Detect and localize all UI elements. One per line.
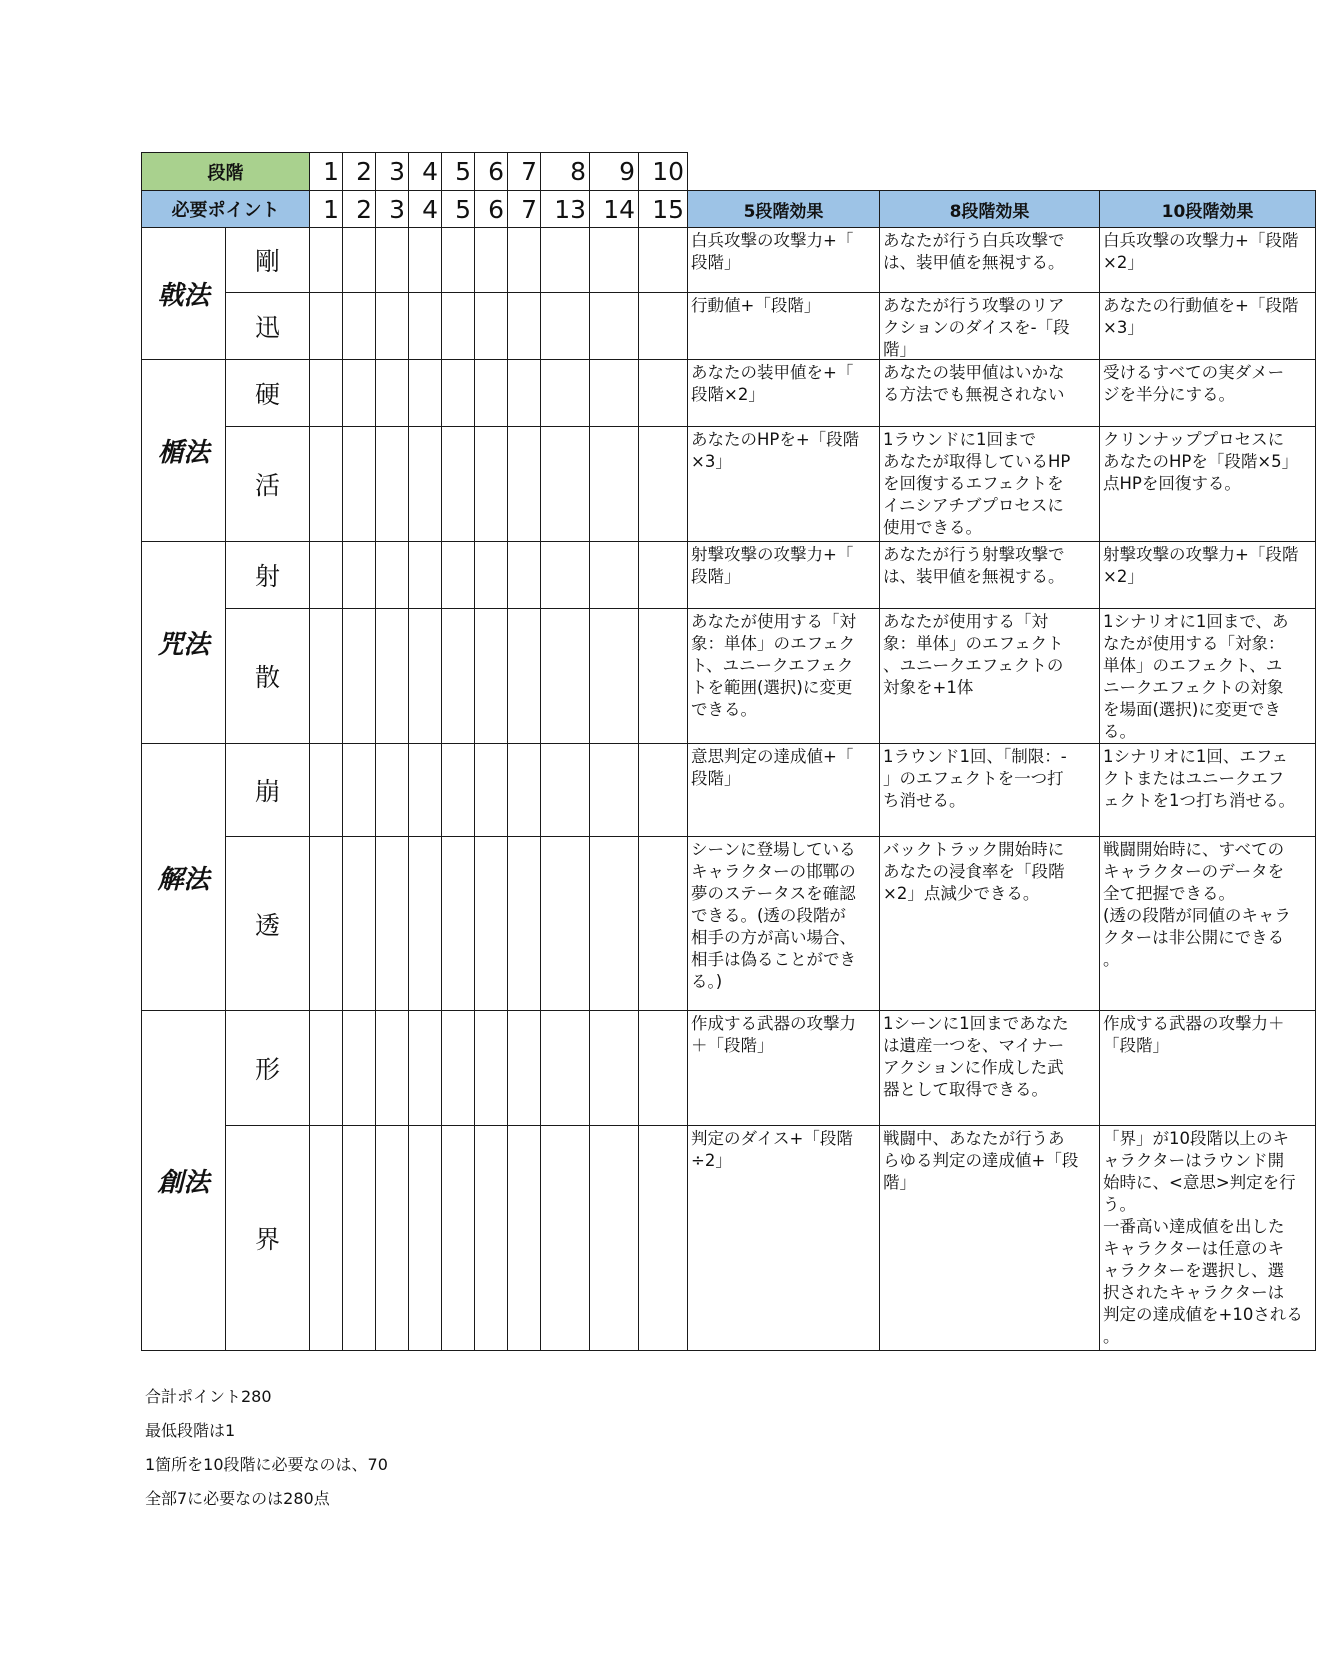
- subskill-name: 剛: [226, 228, 310, 293]
- skill-stage-table: [141, 152, 1316, 1351]
- points-number: 15: [639, 191, 688, 228]
- stage-input-cell[interactable]: [508, 427, 541, 542]
- stage-input-cell[interactable]: [475, 1011, 508, 1126]
- effect-10-cell: [1100, 744, 1316, 837]
- stage-input-cell[interactable]: [508, 293, 541, 360]
- stage-input-cell[interactable]: [310, 1126, 343, 1351]
- effect-text: 意思判定の達成値+「 段階」: [691, 747, 854, 788]
- stage-input-cell[interactable]: [409, 744, 442, 837]
- effect-8-header: 8段階効果: [880, 191, 1100, 228]
- stage-input-cell[interactable]: [475, 427, 508, 542]
- stage-number: 1: [310, 153, 343, 191]
- stage-input-cell[interactable]: [409, 837, 442, 1011]
- effect-text: シーンに登場している キャラクターの邯鄲の 夢のステータスを確認 できる。(透の段階が 相手の方が高い場合、 相手は偽ることができ る。): [691, 840, 856, 991]
- category-name: 解法: [142, 744, 226, 1011]
- effect-8-cell: [880, 837, 1100, 1011]
- effect-5-cell: [688, 1011, 880, 1126]
- stage-input-cell[interactable]: [409, 1011, 442, 1126]
- stage-input-cell[interactable]: [508, 1126, 541, 1351]
- stage-input-cell[interactable]: [442, 427, 475, 542]
- points-number: 2: [343, 191, 376, 228]
- stage-input-cell[interactable]: [343, 609, 376, 744]
- stage-header-row: [142, 153, 1316, 191]
- subskill-name: 硬: [226, 360, 310, 427]
- stage-number: 6: [475, 153, 508, 191]
- stage-input-cell[interactable]: [639, 360, 688, 427]
- effect-8-cell: [880, 427, 1100, 542]
- stage-input-cell[interactable]: [475, 609, 508, 744]
- stage-input-cell[interactable]: [310, 228, 343, 293]
- stage-input-cell[interactable]: [409, 228, 442, 293]
- stage-input-cell[interactable]: [409, 293, 442, 360]
- stage-input-cell[interactable]: [376, 542, 409, 609]
- stage-input-cell[interactable]: [541, 1011, 590, 1126]
- stage-input-cell[interactable]: [376, 427, 409, 542]
- effect-text: 1シナリオに1回、エフェ クトまたはユニークエフ ェクトを1つ打ち消せる。: [1103, 747, 1295, 810]
- skill-row: [142, 1126, 1316, 1351]
- stage-input-cell[interactable]: [590, 293, 639, 360]
- subskill-name: 透: [226, 837, 310, 1011]
- effect-8-cell: [880, 744, 1100, 837]
- stage-input-cell[interactable]: [541, 609, 590, 744]
- effect-10-cell: [1100, 609, 1316, 744]
- stage-input-cell[interactable]: [310, 609, 343, 744]
- skill-row: [142, 542, 1316, 609]
- effect-text: あなたが使用する「対 象：単体」のエフェク ト、ユニークエフェク トを範囲(選択)に変更 できる。: [691, 612, 856, 719]
- stage-input-cell[interactable]: [310, 293, 343, 360]
- effect-text: 1ラウンド1回、「制限：- 」のエフェクトを一つ打 ち消せる。: [883, 747, 1067, 810]
- stage-input-cell[interactable]: [442, 609, 475, 744]
- effect-5-cell: [688, 609, 880, 744]
- stage-number: 9: [590, 153, 639, 191]
- stage-input-cell[interactable]: [590, 427, 639, 542]
- stage-input-cell[interactable]: [343, 744, 376, 837]
- skill-row: [142, 427, 1316, 542]
- effect-5-cell: [688, 360, 880, 427]
- stage-input-cell[interactable]: [639, 427, 688, 542]
- stage-input-cell[interactable]: [442, 1011, 475, 1126]
- stage-input-cell[interactable]: [508, 837, 541, 1011]
- effect-5-cell: [688, 837, 880, 1011]
- effect-8-cell: [880, 293, 1100, 360]
- stage-input-cell[interactable]: [508, 609, 541, 744]
- stage-input-cell[interactable]: [590, 360, 639, 427]
- stage-input-cell[interactable]: [508, 360, 541, 427]
- stage-input-cell[interactable]: [590, 542, 639, 609]
- note-line: 全部7に必要なのは280点: [145, 1489, 330, 1508]
- stage-input-cell[interactable]: [376, 744, 409, 837]
- stage-input-cell[interactable]: [409, 427, 442, 542]
- stage-input-cell[interactable]: [343, 1011, 376, 1126]
- effect-10-cell: [1100, 427, 1316, 542]
- effect-text: 戦闘中、あなたが行うあ らゆる判定の達成値+「段 階」: [883, 1129, 1079, 1192]
- effect-5-cell: [688, 1126, 880, 1351]
- note-line: 1箇所を10段階に必要なのは、70: [145, 1455, 388, 1474]
- effect-text: クリンナッププロセスに あなたのHPを「段階×5」 点HPを回復する。: [1103, 430, 1299, 493]
- stage-input-cell[interactable]: [343, 837, 376, 1011]
- stage-input-cell[interactable]: [310, 542, 343, 609]
- stage-input-cell[interactable]: [310, 1011, 343, 1126]
- subskill-name: 界: [226, 1126, 310, 1351]
- effect-5-cell: [688, 542, 880, 609]
- stage-input-cell[interactable]: [310, 427, 343, 542]
- points-number: 4: [409, 191, 442, 228]
- stage-input-cell[interactable]: [409, 542, 442, 609]
- effect-text: あなたが使用する「対 象：単体」のエフェクト 、ユニークエフェクトの 対象を+1体: [883, 612, 1064, 697]
- effect-text: 射撃攻撃の攻撃力+「 段階」: [691, 545, 854, 586]
- stage-number: 4: [409, 153, 442, 191]
- subskill-name: 射: [226, 542, 310, 609]
- stage-input-cell[interactable]: [639, 1011, 688, 1126]
- stage-number: 5: [442, 153, 475, 191]
- note-line: 合計ポイント280: [145, 1387, 272, 1406]
- points-number: 5: [442, 191, 475, 228]
- stage-number: 8: [541, 153, 590, 191]
- points-header-row: [142, 191, 1316, 228]
- stage-input-cell[interactable]: [508, 1011, 541, 1126]
- stage-input-cell[interactable]: [376, 360, 409, 427]
- subskill-name: 活: [226, 427, 310, 542]
- effect-10-cell: [1100, 837, 1316, 1011]
- stage-label: 段階: [142, 153, 310, 191]
- stage-input-cell[interactable]: [541, 744, 590, 837]
- stage-input-cell[interactable]: [442, 293, 475, 360]
- stage-input-cell[interactable]: [442, 228, 475, 293]
- subskill-name: 崩: [226, 744, 310, 837]
- skill-row: [142, 837, 1316, 1011]
- effect-text: 1ラウンドに1回まで あなたが取得しているHP を回復するエフェクトを イニシアチブプロセスに 使用できる。: [883, 430, 1071, 537]
- stage-input-cell[interactable]: [343, 542, 376, 609]
- effect-text: あなたの装甲値を+「 段階×2」: [691, 363, 854, 404]
- effect-10-cell: [1100, 1011, 1316, 1126]
- effect-text: 受けるすべての実ダメー ジを半分にする。: [1103, 363, 1285, 404]
- subskill-name: 形: [226, 1011, 310, 1126]
- points-number: 3: [376, 191, 409, 228]
- effect-8-cell: [880, 542, 1100, 609]
- effect-5-header: 5段階効果: [688, 191, 880, 228]
- stage-input-cell[interactable]: [310, 837, 343, 1011]
- effect-text: 射撃攻撃の攻撃力+「段階 ×2」: [1103, 545, 1299, 586]
- effect-text: 白兵攻撃の攻撃力+「段階 ×2」: [1103, 231, 1299, 272]
- stage-input-cell[interactable]: [639, 744, 688, 837]
- effect-5-cell: [688, 744, 880, 837]
- stage-input-cell[interactable]: [442, 542, 475, 609]
- stage-input-cell[interactable]: [475, 1126, 508, 1351]
- effect-text: 1シーンに1回まであなた は遺産一つを、マイナー アクションに作成した武 器として取得できる。: [883, 1014, 1069, 1099]
- effect-5-cell: [688, 293, 880, 360]
- effect-text: あなたの装甲値はいかな る方法でも無視されない: [883, 363, 1065, 404]
- effect-5-cell: [688, 228, 880, 293]
- points-number: 1: [310, 191, 343, 228]
- effect-text: あなたが行う射撃攻撃で は、装甲値を無視する。: [883, 545, 1065, 586]
- stage-input-cell[interactable]: [475, 542, 508, 609]
- subskill-name: 散: [226, 609, 310, 744]
- stage-input-cell[interactable]: [590, 1011, 639, 1126]
- effect-text: 作成する武器の攻撃力＋ 「段階」: [1103, 1014, 1285, 1055]
- stage-input-cell[interactable]: [639, 228, 688, 293]
- stage-input-cell[interactable]: [376, 228, 409, 293]
- effect-8-cell: [880, 609, 1100, 744]
- skill-row: [142, 744, 1316, 837]
- effect-text: 「界」が10段階以上のキ ャラクターはラウンド開 始時に、<意思>判定を行 う。 一番高い達成値を出した キャラクターは任意のキ ャラクターを選択し、選 択されたキャラクターは 判定の達成値を+10される 。: [1103, 1129, 1303, 1346]
- effect-10-header: 10段階効果: [1100, 191, 1316, 228]
- stage-input-cell[interactable]: [310, 744, 343, 837]
- stage-input-cell[interactable]: [475, 228, 508, 293]
- stage-input-cell[interactable]: [541, 1126, 590, 1351]
- stage-input-cell[interactable]: [376, 609, 409, 744]
- stage-input-cell[interactable]: [343, 1126, 376, 1351]
- stage-input-cell[interactable]: [442, 1126, 475, 1351]
- effect-10-cell: [1100, 293, 1316, 360]
- stage-number: 7: [508, 153, 541, 191]
- stage-input-cell[interactable]: [639, 293, 688, 360]
- skill-row: [142, 1011, 1316, 1126]
- points-number: 14: [590, 191, 639, 228]
- effect-8-cell: [880, 360, 1100, 427]
- stage-input-cell[interactable]: [639, 837, 688, 1011]
- stage-input-cell[interactable]: [442, 837, 475, 1011]
- effect-10-cell: [1100, 360, 1316, 427]
- note-line: 最低段階は1: [145, 1421, 236, 1440]
- stage-input-cell[interactable]: [590, 609, 639, 744]
- stage-input-cell[interactable]: [639, 1126, 688, 1351]
- stage-input-cell[interactable]: [639, 609, 688, 744]
- stage-input-cell[interactable]: [541, 427, 590, 542]
- effect-text: あなたが行う攻撃のリア クションのダイスを-「段 階」: [883, 296, 1070, 357]
- effect-text: 1シナリオに1回まで、あ なたが使用する「対象： 単体」のエフェクト、ユ ニークエフェクトの対象 を場面(選択)に変更でき る。: [1103, 612, 1289, 741]
- category-name: 創法: [142, 1011, 226, 1351]
- stage-input-cell[interactable]: [343, 228, 376, 293]
- stage-input-cell[interactable]: [409, 1126, 442, 1351]
- points-number: 7: [508, 191, 541, 228]
- stage-input-cell[interactable]: [541, 228, 590, 293]
- effect-8-cell: [880, 1126, 1100, 1351]
- stage-number: 10: [639, 153, 688, 191]
- stage-input-cell[interactable]: [508, 542, 541, 609]
- skill-row: [142, 360, 1316, 427]
- stage-input-cell[interactable]: [475, 360, 508, 427]
- category-name: 楯法: [142, 360, 226, 542]
- stage-input-cell[interactable]: [442, 360, 475, 427]
- effect-10-cell: [1100, 542, 1316, 609]
- stage-input-cell[interactable]: [541, 293, 590, 360]
- stage-input-cell[interactable]: [508, 228, 541, 293]
- subskill-name: 迅: [226, 293, 310, 360]
- stage-input-cell[interactable]: [590, 744, 639, 837]
- effect-text: あなたが行う白兵攻撃で は、装甲値を無視する。: [883, 231, 1065, 272]
- effect-8-cell: [880, 1011, 1100, 1126]
- effect-text: あなたの行動値を+「段階 ×3」: [1103, 296, 1299, 337]
- effect-5-cell: [688, 427, 880, 542]
- stage-input-cell[interactable]: [409, 609, 442, 744]
- stage-input-cell[interactable]: [376, 1126, 409, 1351]
- points-label: 必要ポイント: [142, 191, 310, 228]
- skill-row: [142, 293, 1316, 360]
- stage-input-cell[interactable]: [590, 228, 639, 293]
- stage-input-cell[interactable]: [343, 293, 376, 360]
- effect-text: 行動値+「段階」: [691, 296, 821, 315]
- notes-block: [145, 1380, 388, 1516]
- skill-row: [142, 228, 1316, 293]
- stage-number: 3: [376, 153, 409, 191]
- stage-input-cell[interactable]: [310, 360, 343, 427]
- stage-input-cell[interactable]: [475, 837, 508, 1011]
- effect-10-cell: [1100, 228, 1316, 293]
- category-name: 戟法: [142, 228, 226, 360]
- stage-input-cell[interactable]: [639, 542, 688, 609]
- stage-input-cell[interactable]: [343, 360, 376, 427]
- effect-text: 作成する武器の攻撃力 ＋「段階」: [691, 1014, 856, 1055]
- effect-8-cell: [880, 228, 1100, 293]
- stage-input-cell[interactable]: [343, 427, 376, 542]
- skill-row: [142, 609, 1316, 744]
- stage-input-cell[interactable]: [541, 837, 590, 1011]
- effect-text: 白兵攻撃の攻撃力+「 段階」: [691, 231, 854, 272]
- category-name: 咒法: [142, 542, 226, 744]
- effect-10-cell: [1100, 1126, 1316, 1351]
- stage-input-cell[interactable]: [508, 744, 541, 837]
- stage-number: 2: [343, 153, 376, 191]
- stage-input-cell[interactable]: [475, 744, 508, 837]
- stage-input-cell[interactable]: [376, 293, 409, 360]
- stage-input-cell[interactable]: [590, 837, 639, 1011]
- effect-text: あなたのHPを+「段階 ×3」: [691, 430, 860, 471]
- points-number: 13: [541, 191, 590, 228]
- stage-input-cell[interactable]: [409, 360, 442, 427]
- stage-input-cell[interactable]: [590, 1126, 639, 1351]
- stage-input-cell[interactable]: [475, 293, 508, 360]
- effect-text: バックトラック開始時に あなたの浸食率を「段階 ×2」点減少できる。: [883, 840, 1065, 903]
- stage-input-cell[interactable]: [541, 360, 590, 427]
- effect-text: 戦闘開始時に、すべての キャラクターのデータを 全て把握できる。 (透の段階が同値のキャラ クターは非公開にできる 。: [1103, 840, 1291, 969]
- stage-input-cell[interactable]: [541, 542, 590, 609]
- effect-text: 判定のダイス+「段階 ÷2」: [691, 1129, 853, 1170]
- points-number: 6: [475, 191, 508, 228]
- stage-input-cell[interactable]: [376, 837, 409, 1011]
- stage-input-cell[interactable]: [442, 744, 475, 837]
- stage-input-cell[interactable]: [376, 1011, 409, 1126]
